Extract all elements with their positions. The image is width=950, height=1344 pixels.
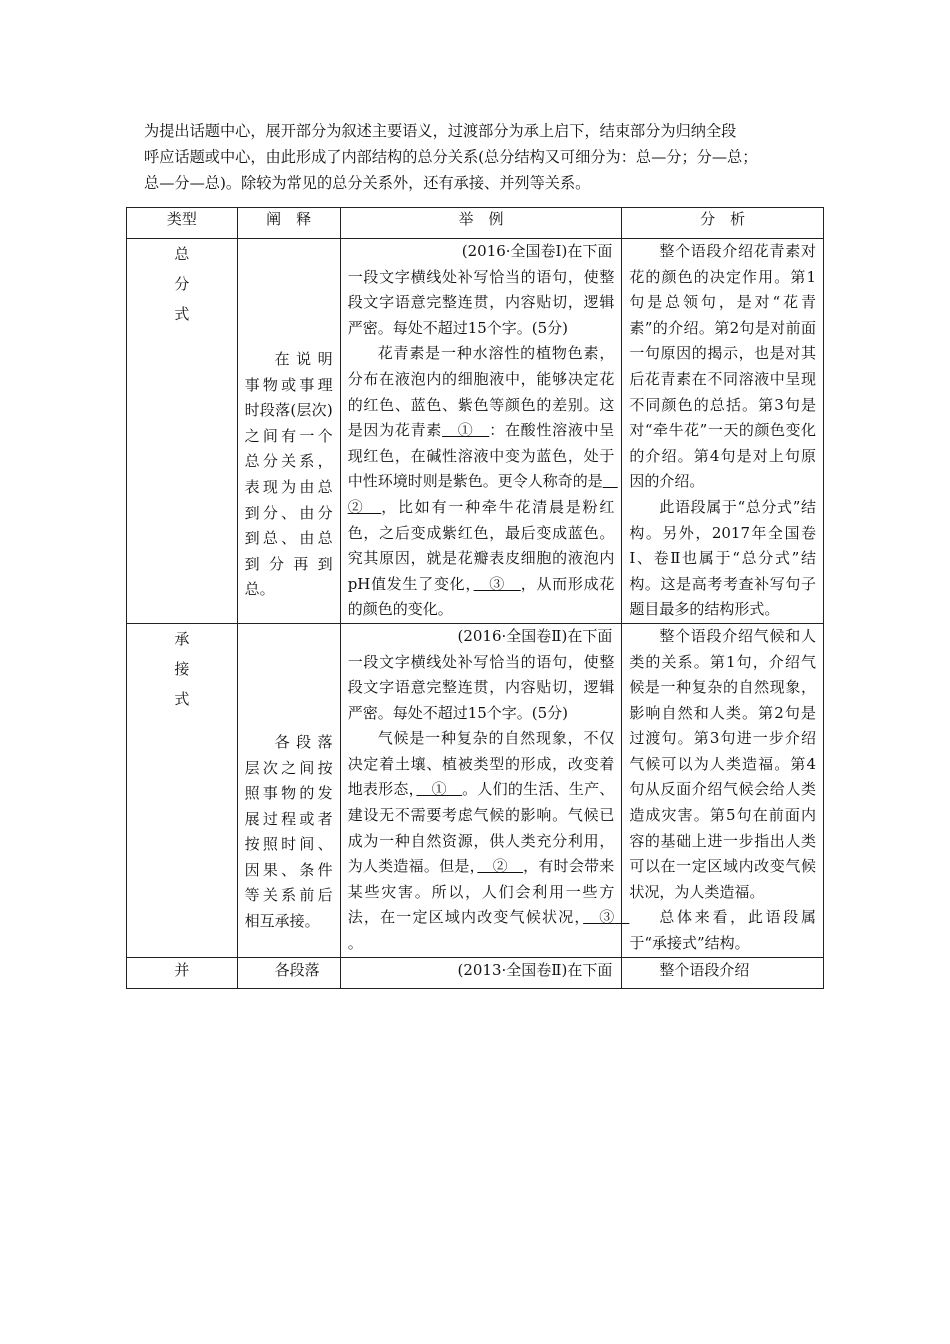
example-source: (2013·全国卷Ⅱ)在下面 — [457, 960, 613, 979]
type-cell — [127, 957, 238, 988]
example-source: (2016·全国卷Ⅱ)在下面 — [457, 626, 613, 645]
analysis-conclusion: 总体来看，此语段属于“承接式”结构。 — [629, 908, 816, 953]
header-example: 举 例 — [340, 208, 622, 239]
analysis-text: 整个语段介绍气候和人类的关系。第1句，介绍气候是一种复杂的自然现象，影响自然和人类。第2句是过渡句。第3句进一步介绍气候可以为人类造福。第4句从反面介绍气候会给人类造成灾害。第5句在前面内容的基础上进一步指出人类可以在一定区域内改变气候状况，为人类造福。 — [629, 626, 816, 901]
analysis-conclusion: 此语段属于“总分式”结构。另外，2017年全国卷Ⅰ、卷Ⅱ也属于“总分式”结构。这是高考考查补写句子题目最多的结构形式。 — [629, 497, 816, 619]
table-header-row — [127, 208, 824, 239]
table-row — [127, 239, 824, 624]
analysis-cell — [622, 957, 824, 988]
type-char: 接 — [174, 659, 190, 678]
intro-line-3: 总—分—总)。除较为常见的总分关系外，还有承接、并列等关系。 — [144, 174, 591, 192]
passage-text: 。 — [347, 934, 363, 953]
explanation-cell — [237, 957, 340, 988]
passage-text: ，从而形成花的颜色的变化。 — [347, 574, 615, 619]
blank-3: ③ — [583, 908, 630, 927]
analysis-cell — [622, 623, 824, 957]
example-cell — [340, 239, 622, 624]
table-row — [127, 623, 824, 957]
blank-1: ① — [416, 780, 463, 799]
intro-text — [144, 118, 824, 196]
explanation-text: 各段落层次之间按照事物的发展过程或者按照时间、因果、条件等关系前后相互承接。 — [244, 732, 333, 931]
passage-text: 花青素是一种水溶性的植物色素，分布在液泡内的细胞液中，能够决定花的红色、蓝色、紫色等颜色的差别。这是因为花青素 — [347, 344, 615, 440]
intro-line-1: 为提出话题中心，展开部分为叙述主要语义，过渡部分为承上启下，结束部分为归纳全段 — [144, 122, 737, 140]
type-char: 分 — [174, 275, 190, 293]
blank-1: ① — [442, 421, 490, 440]
example-source: (2016·全国卷Ⅰ)在下面 — [461, 242, 613, 260]
type-char: 式 — [174, 689, 190, 708]
passage-text: ，有时会带来某些灾害。所以，人们会利用一些方法，在一定区域内改变气候状况， — [347, 857, 615, 927]
type-char: 并 — [174, 960, 190, 979]
blank-2: ② — [347, 472, 618, 516]
explanation-cell — [237, 239, 340, 624]
type-cell — [127, 239, 238, 624]
explanation-text: 在说明事物或事理时段落(层次)之间有一个总分关系，表现为由总到分、由分到总、由总到分再到总。 — [244, 350, 333, 599]
example-passage — [347, 341, 618, 623]
header-explanation: 阐 释 — [237, 208, 340, 239]
example-passage — [347, 726, 630, 956]
type-char: 总 — [174, 245, 190, 263]
example-cell — [340, 623, 630, 957]
header-type: 类型 — [127, 208, 238, 239]
example-prompt: 一段文字横线处补写恰当的语句，使整段文字语意完整连贯，内容贴切，逻辑严密。每处不超过15个字。(5分) — [347, 652, 615, 722]
type-label — [172, 624, 192, 714]
analysis-text: 整个语段介绍花青素对花的颜色的决定作用。第1句是总领句，是对“花青素”的介绍。第2句是对前面一句原因的揭示，也是对其后花青素在不同溶液中呈现不同颜色的总括。第3句是对“牵牛花”一天的颜色变化的介绍。第4句是对上句原因的介绍。 — [629, 242, 816, 491]
example-prompt: 一段文字横线处补写恰当的语句，使整段文字语意完整连贯，内容贴切，逻辑严密。每处不超过15个字。(5分) — [347, 267, 615, 337]
passage-text: 。人们的生活、生产、建设无不需要考虑气候的影响。气候已成为一种自然资源，供人类充分利用，为人类造福。但是， — [347, 780, 615, 876]
structure-table — [126, 207, 824, 989]
type-char: 承 — [174, 629, 190, 648]
header-analysis: 分 析 — [622, 208, 824, 239]
blank-3: ③ — [473, 574, 521, 593]
type-label — [172, 239, 192, 329]
explanation-text: 各段落 — [274, 960, 320, 979]
blank-2: ② — [477, 857, 524, 876]
type-char: 式 — [174, 305, 190, 323]
passage-text: ，比如有一种牵牛花清晨是粉红色，之后变成紫红色，最后变成蓝色。究其原因，就是花瓣表皮细胞的液泡内pH值发生了变化， — [347, 497, 615, 593]
passage-text: ：在酸性溶液中呈现红色，在碱性溶液中变为蓝色，处于中性环境时则是紫色。更令人称奇的是 — [347, 421, 615, 491]
analysis-cell — [622, 239, 824, 624]
example-cell — [340, 957, 622, 988]
type-cell — [127, 623, 238, 957]
table-row — [127, 957, 824, 988]
passage-text: 气候是一种复杂的自然现象，不仅决定着土壤、植被类型的形成，改变着地表形态， — [347, 729, 615, 799]
explanation-cell — [237, 623, 340, 957]
analysis-text: 整个语段介绍 — [659, 960, 750, 979]
intro-line-2: 呼应话题或中心，由此形成了内部结构的总分关系(总分结构又可细分为：总—分；分—总； — [144, 148, 758, 166]
